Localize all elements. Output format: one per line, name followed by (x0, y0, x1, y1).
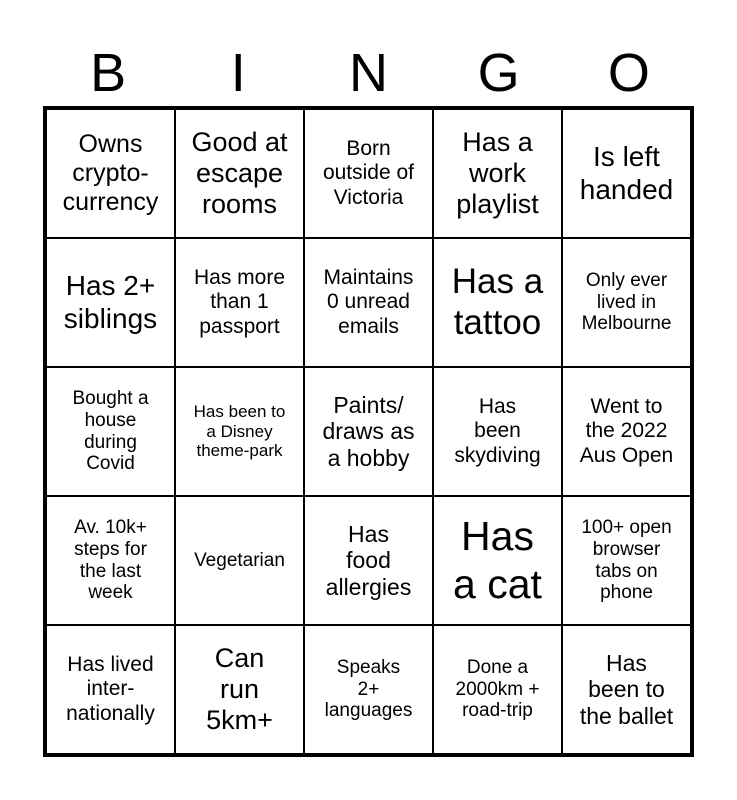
cell-text: Has lived inter- nationally (66, 653, 155, 725)
bingo-cell[interactable] (304, 496, 433, 625)
bingo-cell[interactable] (46, 109, 175, 238)
bingo-cell[interactable] (175, 625, 304, 754)
cell-text: Has a tattoo (451, 262, 544, 342)
bingo-cell[interactable] (304, 625, 433, 754)
cell-text: Can run 5km+ (206, 642, 273, 736)
cell-text: Maintains 0 unread emails (323, 266, 414, 338)
header-letter-g: G (477, 43, 520, 103)
cell-text: Bought a house during Covid (72, 387, 149, 475)
bingo-cell[interactable] (175, 238, 304, 367)
bingo-cell[interactable] (304, 367, 433, 496)
bingo-cell[interactable] (562, 367, 691, 496)
bingo-cell[interactable] (562, 238, 691, 367)
bingo-header (43, 40, 694, 106)
cell-text: Has been to the ballet (579, 649, 674, 729)
bingo-cell[interactable] (433, 496, 562, 625)
cell-text: Has a work playlist (456, 126, 539, 220)
cell-text: Vegetarian (194, 549, 285, 571)
bingo-cell[interactable] (175, 109, 304, 238)
bingo-cell[interactable] (175, 496, 304, 625)
cell-text: 100+ open browser tabs on phone (581, 516, 672, 604)
bingo-cell[interactable] (433, 109, 562, 238)
cell-text: Has food allergies (325, 520, 412, 600)
header-letter-b: B (90, 43, 127, 103)
cell-text: Av. 10k+ steps for the last week (74, 516, 147, 604)
cell-text: Has 2+ siblings (63, 270, 158, 334)
header-letter-i: I (230, 43, 246, 103)
cell-text: Has more than 1 passport (193, 266, 286, 338)
cell-text: Has a cat (453, 513, 542, 607)
bingo-cell[interactable] (46, 367, 175, 496)
cell-text: Born outside of Victoria (322, 137, 415, 209)
cell-text: Went to the 2022 Aus Open (579, 395, 674, 467)
bingo-cell[interactable] (175, 367, 304, 496)
bingo-cell[interactable] (562, 109, 691, 238)
cell-text: Owns crypto- currency (62, 130, 159, 216)
bingo-cell[interactable] (433, 238, 562, 367)
bingo-cell[interactable] (433, 367, 562, 496)
cell-text: Speaks 2+ languages (324, 656, 413, 722)
bingo-cell[interactable] (304, 109, 433, 238)
bingo-cell[interactable] (562, 625, 691, 754)
bingo-cell[interactable] (304, 238, 433, 367)
bingo-cell[interactable] (46, 496, 175, 625)
header-letter-o: O (607, 43, 650, 103)
header-letter-n: N (348, 43, 388, 103)
bingo-cell[interactable] (562, 496, 691, 625)
cell-text: Has been skydiving (454, 395, 541, 467)
cell-text: Done a 2000km + road-trip (455, 656, 540, 722)
bingo-cell[interactable] (46, 625, 175, 754)
cell-text: Good at escape rooms (191, 126, 288, 220)
bingo-cell[interactable] (433, 625, 562, 754)
bingo-cell[interactable] (46, 238, 175, 367)
cell-text: Is left handed (579, 141, 674, 205)
cell-text: Only ever lived in Melbourne (581, 269, 672, 335)
cell-text: Has been to a Disney theme-park (193, 402, 286, 461)
cell-text: Paints/ draws as a hobby (322, 391, 415, 471)
bingo-card-grid (43, 106, 694, 757)
